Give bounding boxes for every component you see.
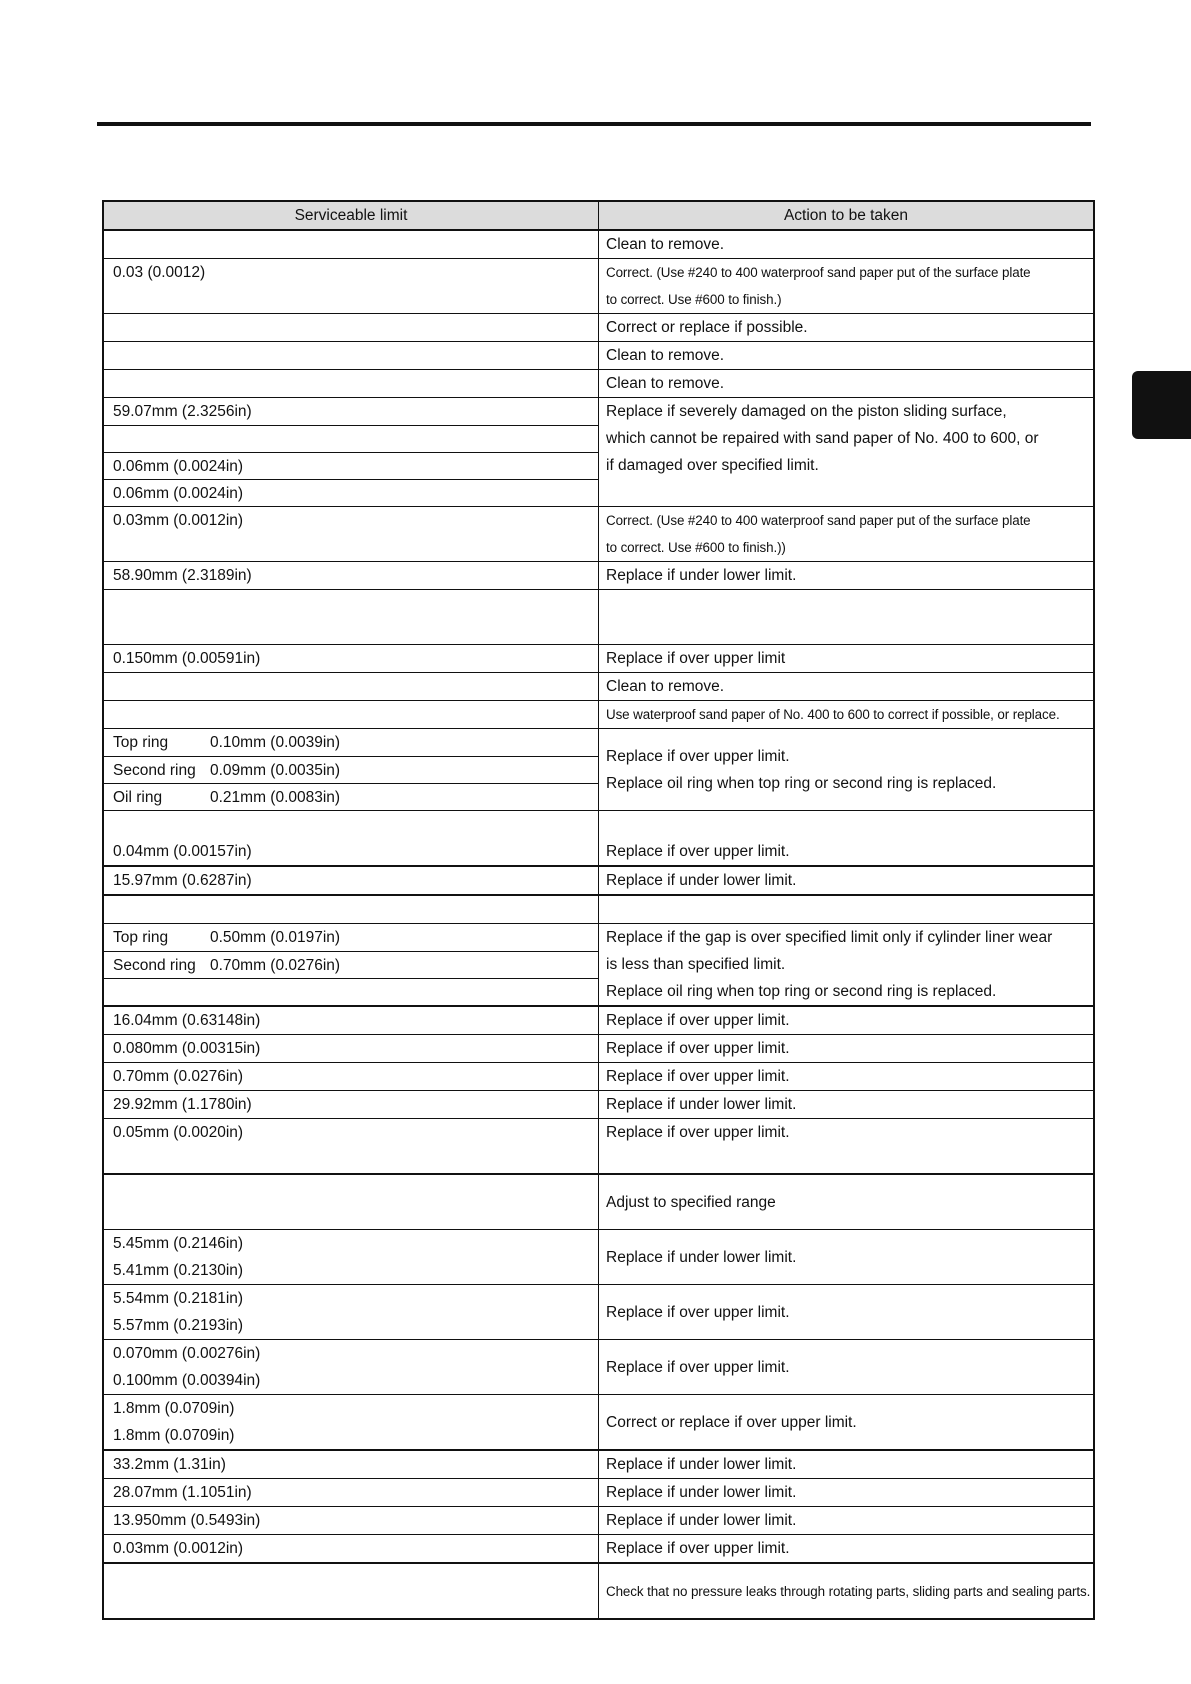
limit-cell [104, 617, 598, 644]
table-header [104, 202, 1093, 230]
ring-label: Oil ring [113, 789, 163, 806]
action-cell: Replace if under lower limit. [606, 1484, 797, 1501]
action-cell: Replace if under lower limit. [606, 1456, 797, 1473]
limit-cell [104, 701, 598, 728]
limit-cell: 0.100mm (0.00394in) [113, 1372, 261, 1389]
ring-value: 0.10mm (0.0039in) [210, 734, 341, 751]
action-cell [599, 1146, 1093, 1173]
header-action: Action to be taken [783, 207, 909, 224]
limit-cell [104, 729, 598, 756]
limit-cell [104, 896, 598, 923]
limit-cell: 0.70mm (0.0276in) [113, 1068, 244, 1085]
ring-value: 0.50mm (0.0197in) [210, 929, 341, 946]
action-cell: Correct or replace if possible. [606, 319, 808, 336]
ring-value: 0.21mm (0.0083in) [210, 789, 341, 806]
table-row [104, 1478, 1093, 1506]
limit-cell: 0.080mm (0.00315in) [113, 1040, 261, 1057]
limit-cell [104, 1175, 598, 1202]
action-cell: Check that no pressure leaks through rotating parts, sliding parts and sealing parts. [606, 1583, 1091, 1599]
limit-cell [104, 342, 598, 369]
table-row [104, 1229, 1093, 1284]
table-row [104, 1062, 1093, 1090]
table-row [104, 728, 1093, 810]
limit-cell: 0.150mm (0.00591in) [113, 650, 261, 667]
table-row [104, 1562, 1093, 1618]
action-cell [599, 811, 1093, 838]
header-serviceable-limit: Serviceable limit [294, 207, 408, 224]
action-cell: Use waterproof sand paper of No. 400 to 600 to correct if possible, or replace. [606, 707, 1060, 722]
action-cell: to correct. Use #600 to finish.)) [606, 540, 786, 555]
service-limits-table [102, 200, 1095, 1620]
limit-cell: 5.41mm (0.2130in) [113, 1262, 244, 1279]
table-row [104, 865, 1093, 894]
table-row [104, 644, 1093, 672]
table-row [104, 230, 1093, 258]
table-row [104, 1506, 1093, 1534]
table-row [104, 341, 1093, 369]
action-cell: which cannot be repaired with sand paper of No. 400 to 600, or [606, 430, 1039, 447]
limit-cell: 5.45mm (0.2146in) [113, 1235, 244, 1252]
table-row [104, 1005, 1093, 1034]
table-row [104, 894, 1093, 923]
action-cell [599, 590, 1093, 617]
limit-cell [104, 231, 598, 258]
action-cell: Clean to remove. [606, 347, 725, 364]
table-row [104, 1034, 1093, 1062]
limit-cell: 0.03 (0.0012) [113, 264, 206, 281]
table-row [104, 700, 1093, 728]
limit-cell: 1.8mm (0.0709in) [113, 1400, 235, 1417]
action-cell: to correct. Use #600 to finish.) [606, 292, 782, 307]
action-cell: is less than specified limit. [606, 956, 786, 973]
limit-cell [104, 425, 598, 452]
limit-cell [104, 286, 598, 313]
limit-cell: 16.04mm (0.63148in) [113, 1012, 261, 1029]
top-rule [97, 122, 1091, 126]
table-row [104, 1394, 1093, 1449]
table-row [104, 1339, 1093, 1394]
action-cell: Correct. (Use #240 to 400 waterproof sand paper put of the surface plate [606, 265, 1031, 280]
ring-value: 0.09mm (0.0035in) [210, 762, 341, 779]
table-row [104, 672, 1093, 700]
table-row [104, 1090, 1093, 1118]
limit-cell [104, 1591, 598, 1618]
action-cell: Replace if the gap is over specified limit only if cylinder liner wear [606, 929, 1053, 946]
table-row [104, 369, 1093, 397]
action-cell: Replace if under lower limit. [606, 567, 797, 584]
action-cell [599, 479, 1093, 506]
ring-value: 0.70mm (0.0276in) [210, 957, 341, 974]
limit-cell [104, 811, 598, 838]
table-row [104, 589, 1093, 644]
table-row [104, 258, 1093, 313]
action-cell: Replace if under lower limit. [606, 872, 797, 889]
limit-cell [104, 951, 598, 978]
action-cell: Replace if over upper limit. [606, 1012, 790, 1029]
action-cell: Replace if over upper limit. [606, 1124, 790, 1141]
ring-label: Second ring [113, 957, 196, 974]
action-cell: Replace if over upper limit. [606, 747, 790, 765]
limit-cell [104, 590, 598, 617]
table-row [104, 923, 1093, 1005]
action-cell [599, 896, 1093, 923]
limit-cell [104, 314, 598, 341]
section-tab [1132, 371, 1191, 439]
action-cell: Replace oil ring when top ring or second ring is replaced. [606, 983, 997, 1000]
limit-cell [104, 783, 598, 810]
action-cell: Replace if over upper limit. [606, 1068, 790, 1085]
limit-cell: 28.07mm (1.1051in) [113, 1484, 252, 1501]
limit-cell: 0.06mm (0.0024in) [104, 479, 598, 506]
table-row [104, 1449, 1093, 1478]
table-row [104, 1534, 1093, 1562]
action-cell: Replace if over upper limit. [606, 1540, 790, 1557]
action-cell: Replace if under lower limit. [606, 1512, 797, 1529]
action-cell: Replace if over upper limit. [606, 843, 790, 860]
ring-label: Second ring [113, 762, 196, 779]
limit-cell [104, 673, 598, 700]
action-cell: Clean to remove. [606, 678, 725, 695]
action-cell: Replace if under lower limit. [606, 1248, 797, 1266]
limit-cell: 0.03mm (0.0012in) [113, 512, 244, 529]
limit-cell: 59.07mm (2.3256in) [113, 403, 252, 420]
limit-cell [104, 1146, 598, 1173]
limit-cell: 5.57mm (0.2193in) [113, 1317, 244, 1334]
limit-cell: 0.04mm (0.00157in) [113, 843, 252, 860]
action-cell: Replace oil ring when top ring or second ring is replaced. [606, 774, 997, 792]
action-cell: Clean to remove. [606, 375, 725, 392]
limit-cell: 13.950mm (0.5493in) [113, 1512, 261, 1529]
table-row [104, 561, 1093, 589]
ring-label: Top ring [113, 734, 169, 751]
limit-cell: 0.05mm (0.0020in) [113, 1124, 244, 1141]
action-cell: if damaged over specified limit. [606, 457, 819, 474]
limit-cell: 1.8mm (0.0709in) [113, 1427, 235, 1444]
action-cell: Replace if over upper limit. [606, 1303, 790, 1321]
action-cell: Replace if over upper limit [606, 650, 786, 667]
limit-cell [104, 534, 598, 561]
limit-cell: 0.070mm (0.00276in) [113, 1345, 261, 1362]
limit-cell [104, 924, 598, 951]
table-row [104, 397, 1093, 506]
limit-cell: 29.92mm (1.1780in) [113, 1096, 252, 1113]
table-row [104, 1118, 1093, 1173]
action-cell: Replace if over upper limit. [606, 1040, 790, 1057]
action-cell: Replace if severely damaged on the piston sliding surface, [606, 403, 1007, 420]
limit-cell: 58.90mm (2.3189in) [113, 567, 252, 584]
action-cell: Correct. (Use #240 to 400 waterproof sand paper put of the surface plate [606, 513, 1031, 528]
table-row [104, 1284, 1093, 1339]
action-cell: Replace if over upper limit. [606, 1358, 790, 1376]
action-cell: Adjust to specified range [606, 1193, 776, 1211]
ring-label: Top ring [113, 929, 169, 946]
action-cell [599, 617, 1093, 644]
limit-cell [104, 1202, 598, 1229]
limit-cell [104, 370, 598, 397]
limit-cell [104, 756, 598, 783]
table-row [104, 506, 1093, 561]
limit-cell: 0.06mm (0.0024in) [104, 452, 598, 479]
table-row [104, 313, 1093, 341]
limit-cell: 0.03mm (0.0012in) [113, 1540, 244, 1557]
limit-cell [104, 1564, 598, 1591]
action-cell: Correct or replace if over upper limit. [606, 1413, 857, 1431]
action-cell: Clean to remove. [606, 236, 725, 253]
table-row [104, 810, 1093, 865]
limit-cell [104, 978, 598, 1005]
table-row [104, 1173, 1093, 1229]
limit-cell: 15.97mm (0.6287in) [113, 872, 252, 889]
limit-cell: 5.54mm (0.2181in) [113, 1290, 244, 1307]
action-cell: Replace if under lower limit. [606, 1096, 797, 1113]
limit-cell: 33.2mm (1.31in) [113, 1456, 226, 1473]
